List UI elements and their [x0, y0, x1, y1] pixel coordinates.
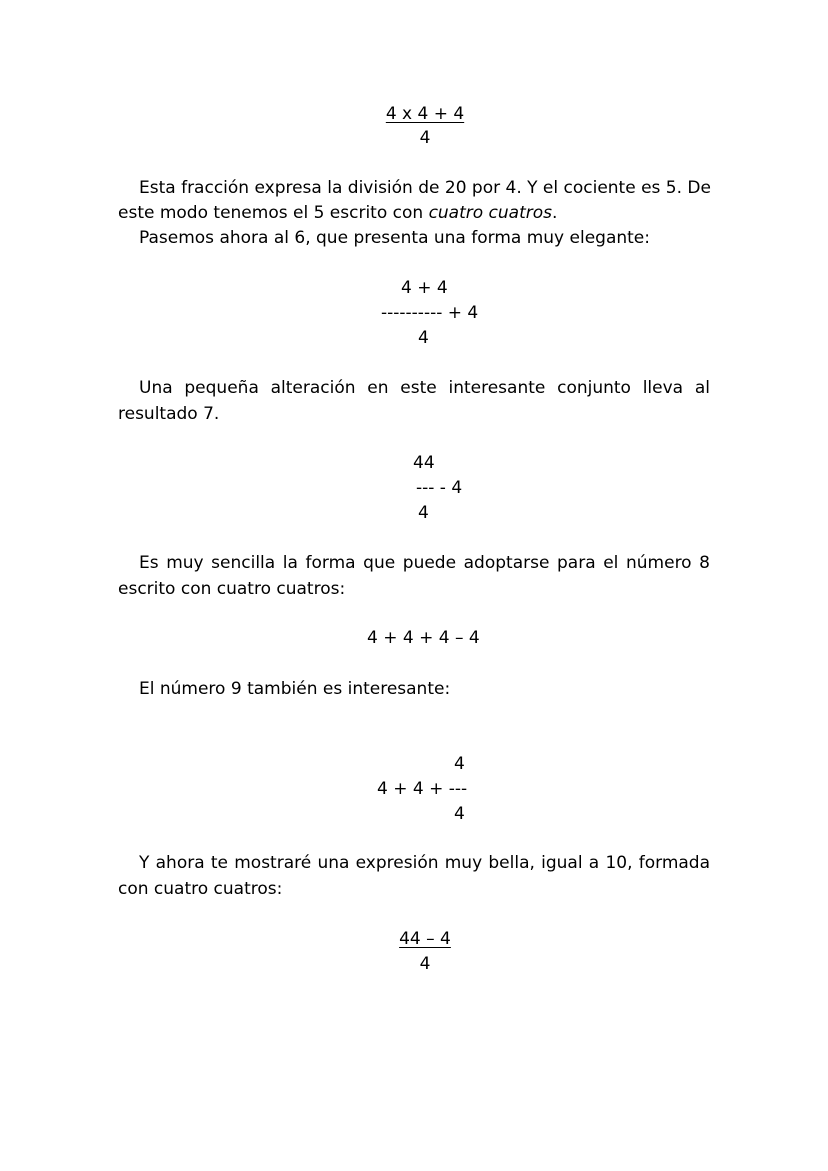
formula-10-denominator: 4	[419, 954, 431, 974]
paragraph-5-period: .	[552, 203, 558, 223]
formula-9-middle: 4 + 4 + ---	[377, 779, 468, 799]
formula-6-middle: ---------- + 4	[381, 303, 479, 323]
formula-7-denominator: 4	[418, 503, 429, 523]
formula-7-middle: --- - 4	[416, 478, 463, 498]
formula-6-denominator: 4	[418, 328, 429, 348]
paragraph-10-line-2: con cuatro cuatros:	[118, 879, 283, 899]
paragraph-8-line-1: Es muy sencilla la forma que puede adoptarse para el número 8	[139, 553, 710, 573]
formula-9-numerator: 4	[454, 754, 465, 774]
formula-9-denominator: 4	[454, 804, 465, 824]
paragraph-10-line-1: Y ahora te mostraré una expresión muy bella, igual a 10, formada	[139, 853, 710, 873]
formula-5-denominator: 4	[419, 128, 431, 148]
paragraph-5-emphasis: cuatro cuatros	[428, 203, 553, 223]
paragraph-5-line-2	[118, 203, 557, 223]
paragraph-6: Pasemos ahora al 6, que presenta una forma muy elegante:	[139, 228, 650, 248]
paragraph-7-line-2: resultado 7.	[118, 404, 220, 424]
formula-8: 4 + 4 + 4 – 4	[367, 628, 480, 648]
formula-5-numerator: 4 x 4 + 4	[385, 104, 465, 124]
paragraph-5-text: este modo tenemos el 5 escrito con	[118, 203, 429, 223]
paragraph-5-line-1: Esta fracción expresa la división de 20 por 4. Y el cociente es 5. De	[139, 178, 711, 198]
formula-10-numerator: 44 – 4	[399, 929, 451, 949]
paragraph-9: El número 9 también es interesante:	[139, 679, 451, 699]
formula-7-numerator: 44	[413, 453, 435, 473]
paragraph-8-line-2: escrito con cuatro cuatros:	[118, 579, 346, 599]
formula-6-numerator: 4 + 4	[401, 278, 448, 298]
paragraph-7-line-1: Una pequeña alteración en este interesante conjunto lleva al	[139, 378, 710, 398]
